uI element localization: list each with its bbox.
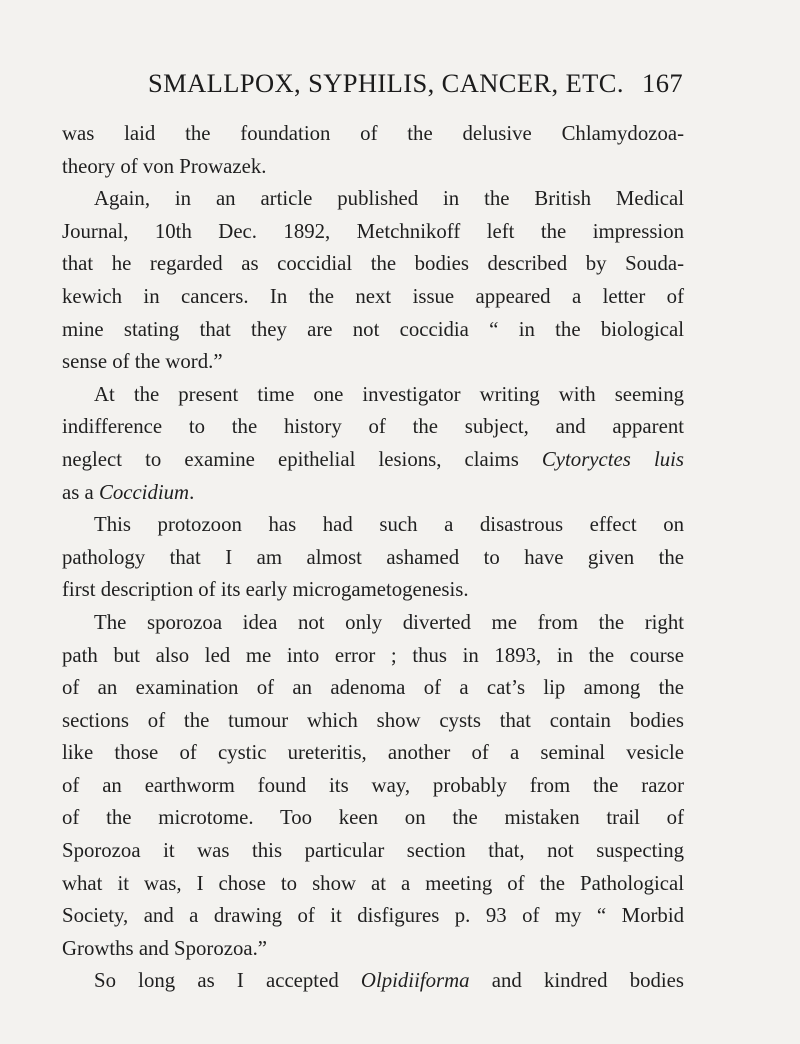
- text-line: was laid the foundation of the delusive Chlamydozoa-: [62, 122, 684, 145]
- running-head: [148, 68, 683, 104]
- text-line: first description of its early microgametogenesis.: [62, 578, 469, 602]
- page-number: 167: [642, 68, 683, 98]
- text-line: what it was, I chose to show at a meeting of the Pathological: [62, 871, 684, 895]
- text-line: Journal, 10th Dec. 1892, Metchnikoff left the impression: [62, 219, 684, 243]
- italic-term: Cytoryctes luis: [541, 447, 685, 471]
- text-line: sense of the word.”: [62, 350, 223, 374]
- text-line: kewich in cancers. In the next issue appeared a letter of: [62, 284, 684, 308]
- text-line: indifference to the history of the subject, and apparent: [62, 415, 684, 439]
- text-line: of an examination of an adenoma of a cat’s lip among the: [62, 676, 684, 700]
- text-line: At the present time one investigator writing with seeming: [94, 382, 684, 406]
- italic-term: Coccidium: [98, 480, 190, 504]
- text-line: neglect to examine epithelial lesions, claims Cytoryctes luis: [62, 447, 685, 471]
- text-line: Sporozoa it was this particular section that, not suspecting: [62, 839, 684, 863]
- text-line: that he regarded as coccidial the bodies described by Souda-: [62, 252, 684, 276]
- text-line: theory of von Prowazek.: [62, 154, 267, 178]
- italic-term: Olpidiiforma: [360, 969, 470, 993]
- text-line: So long as I accepted Olpidiiforma and kindred bodies: [94, 969, 684, 993]
- text-line: Growths and Sporozoa.”: [62, 936, 268, 960]
- text-line: like those of cystic ureteritis, another of a seminal vesicle: [62, 741, 684, 765]
- text-line: of the microtome. Too keen on the mistaken trail of: [62, 806, 684, 830]
- text-line: sections of the tumour which show cysts that contain bodies: [62, 708, 684, 732]
- text-line: of an earthworm found its way, probably from the razor: [62, 773, 684, 797]
- text-line: as a Coccidium.: [62, 480, 195, 504]
- text-line: The sporozoa idea not only diverted me from the right: [94, 610, 684, 634]
- text-line: pathology that I am almost ashamed to have given the: [62, 545, 684, 569]
- text-line: Society, and a drawing of it disfigures p. 93 of my “ Morbid: [62, 904, 684, 928]
- body-text: [62, 118, 684, 998]
- text-line: Again, in an article published in the British Medical: [94, 187, 684, 211]
- running-head-title: SMALLPOX, SYPHILIS, CANCER, ETC.: [148, 68, 624, 98]
- text-line: path but also led me into error ; thus in 1893, in the course: [62, 643, 684, 667]
- text-line: This protozoon has had such a disastrous effect on: [94, 513, 684, 537]
- text-line: mine stating that they are not coccidia “ in the biological: [62, 317, 684, 341]
